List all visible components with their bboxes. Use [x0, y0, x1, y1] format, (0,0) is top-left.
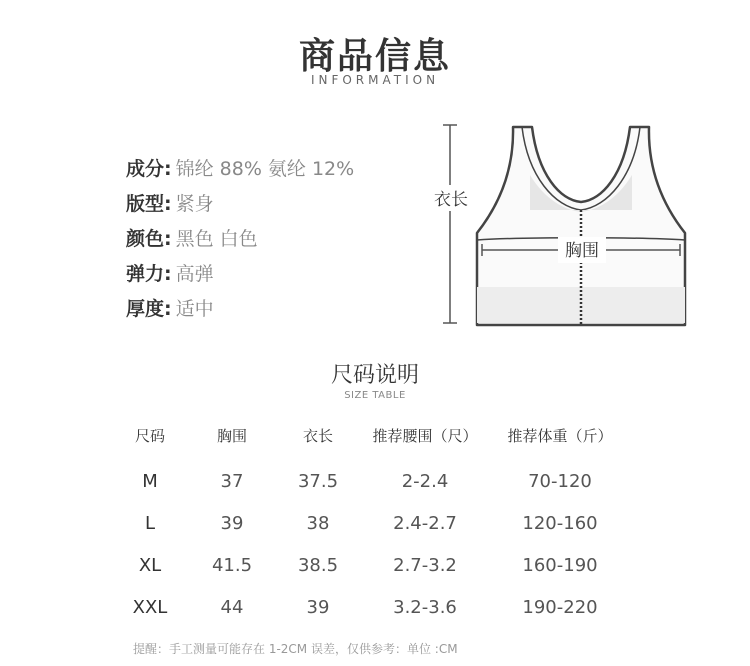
table-cell: 120-160	[522, 513, 598, 534]
table-cell: 37	[220, 471, 244, 492]
spec-value: 紧身	[175, 193, 214, 215]
length-label: 衣长	[434, 190, 468, 210]
table-cell: 190-220	[522, 597, 598, 618]
table-cell: XL	[138, 555, 162, 576]
table-cell: 38.5	[297, 555, 339, 576]
table-cell: 2-2.4	[401, 471, 449, 492]
spec-row-color	[126, 222, 354, 257]
chest-label: 胸围	[565, 241, 599, 261]
spec-label: 弹力:	[126, 263, 172, 285]
spec-label: 成分:	[126, 158, 172, 180]
spec-list	[126, 152, 354, 327]
garment-diagram	[410, 115, 710, 335]
table-cell: 41.5	[211, 555, 253, 576]
table-cell: XXL	[132, 597, 168, 618]
table-cell: 70-120	[528, 471, 592, 492]
table-cell: 44	[220, 597, 244, 618]
spec-value: 适中	[175, 298, 214, 320]
column-header-chest: 胸围	[216, 427, 247, 445]
table-cell: L	[144, 513, 156, 534]
measurement-note: 提醒：手工测量可能存在 1-2CM 误差，仅供参考：单位 :CM	[133, 642, 458, 656]
size-table-title: 尺码说明	[330, 363, 419, 388]
spec-label: 版型:	[126, 193, 172, 215]
page-title: 商品信息	[298, 36, 451, 77]
table-cell: 160-190	[522, 555, 598, 576]
spec-row-material	[126, 152, 354, 187]
column-header-waist: 推荐腰围（尺）	[372, 427, 478, 445]
column-header-weight: 推荐体重（斤）	[507, 427, 613, 445]
spec-label: 厚度:	[126, 298, 172, 320]
table-cell: 37.5	[297, 471, 339, 492]
spec-row-fit	[126, 187, 354, 222]
length-measure-line	[443, 125, 457, 323]
table-cell: M	[142, 471, 158, 492]
column-header-size: 尺码	[134, 427, 165, 445]
table-cell: 3.2-3.6	[393, 597, 457, 618]
table-cell: 2.7-3.2	[393, 555, 457, 576]
column-header-length: 衣长	[302, 427, 333, 445]
spec-row-thickness	[126, 292, 354, 327]
table-cell: 39	[306, 597, 330, 618]
size-table-subtitle: SIZE TABLE	[344, 390, 406, 401]
page-subtitle: INFORMATION	[310, 73, 440, 87]
band-shading	[477, 287, 685, 323]
spec-row-elasticity	[126, 257, 354, 292]
spec-label: 颜色:	[126, 228, 172, 250]
spec-value: 黑色 白色	[175, 228, 258, 250]
spec-value: 高弹	[175, 263, 214, 285]
table-cell: 38	[306, 513, 330, 534]
table-cell: 2.4-2.7	[393, 513, 457, 534]
spec-value: 锦纶 88% 氨纶 12%	[175, 158, 355, 180]
table-cell: 39	[220, 513, 244, 534]
